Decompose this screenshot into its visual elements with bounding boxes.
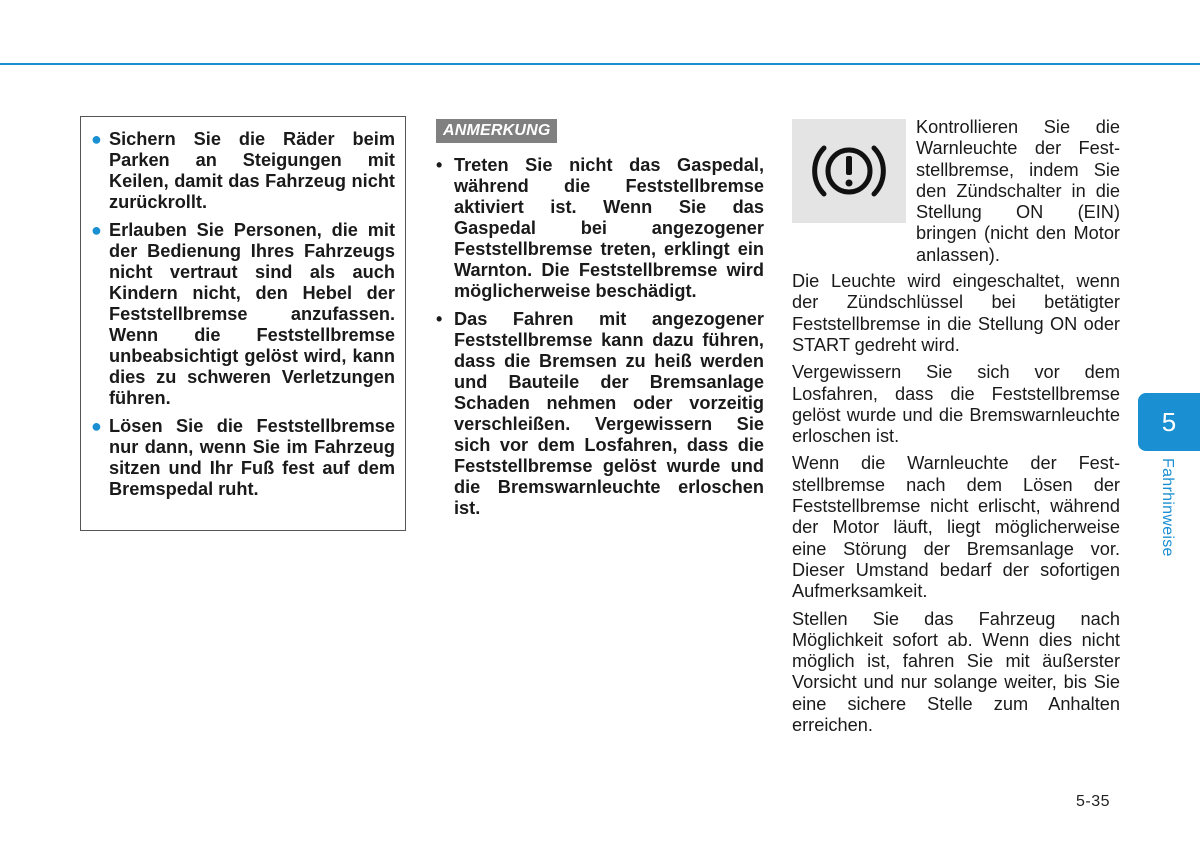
warning-list	[91, 129, 395, 500]
intro-paragraph: Kontrollieren Sie die Warnleuchte der Feststellbremse, indem Sie den Zündschalter in die Stellung ON (EIN) bringen (nicht den Motor anlassen).	[916, 117, 1120, 265]
warning-item	[91, 416, 395, 500]
bullet-icon: •	[436, 309, 443, 329]
body-paragraph: Wenn die Warnleuchte der Feststellbremse nach dem Lösen der Feststellbremse nicht erlischt, während der Motor läuft, liegt möglicherweise eine Störung der Bremsanlage vor. Dieser Umstand bedarf der sofortigen Aufmerksamkeit.	[792, 453, 1120, 602]
note-item-text: Treten Sie nicht das Gaspedal, während die Feststellbremse aktiviert ist. Wenn Sie das Gaspedal bei angezogener Feststellbremse treten, erklingt ein Warnton. Die Feststellbremse wird möglicherweise beschädigt.	[454, 155, 764, 301]
page-number: 5-35	[1076, 793, 1111, 810]
body-paragraph: Stellen Sie das Fahrzeug nach Möglichkeit sofort ab. Wenn dies nicht möglich ist, fahren Sie mit äußerster Vorsicht und nur solange weiter, bis Sie eine sichere Stelle zum Anhalten erreichen.	[792, 608, 1120, 736]
note-list	[436, 155, 764, 519]
note-item	[436, 309, 764, 519]
note-item	[436, 155, 764, 302]
warning-item	[91, 129, 395, 213]
bullet-icon: ●	[91, 220, 102, 240]
bullet-icon: ●	[91, 129, 102, 149]
bullet-icon: ●	[91, 416, 102, 436]
body-paragraph: Die Leuchte wird eingeschaltet, wenn der Zündschlüssel bei betätigter Feststellbremse in die Stellung ON oder START gedreht wird.	[792, 271, 1120, 355]
warning-item	[91, 220, 395, 409]
warning-item-text: Sichern Sie die Räder beim Parken an Steigungen mit Keilen, damit das Fahrzeug nicht zurückrollt.	[109, 129, 395, 212]
chapter-name: Fahrhinweise	[1159, 458, 1176, 557]
warning-item-text: Lösen Sie die Feststellbremse nur dann, wenn Sie im Fahrzeug sitzen und Ihr Fuß fest auf dem Bremspedal ruht.	[109, 416, 395, 499]
bullet-icon: •	[436, 155, 443, 175]
chapter-tab: 5	[1138, 393, 1200, 451]
note-section	[436, 119, 764, 526]
body-paragraph: Vergewissern Sie sich vor dem Losfahren, dass die Feststellbremse gelöst wurde und die Bremswarnleuchte erloschen ist.	[792, 362, 1120, 447]
note-label: ANMERKUNG	[436, 119, 557, 143]
header-rule	[0, 63, 1200, 65]
warning-item-text: Erlauben Sie Personen, die mit der Bedienung Ihres Fahrzeugs nicht vertraut sind als auch Kindern nicht, den Hebel der Feststellbremse anzufassen. Wenn die Feststellbremse unbeabsichtigt gelöst wird, kann dies zu schweren Verletzungen führen.	[109, 220, 395, 408]
brake-warning-icon	[792, 119, 906, 223]
body-column	[792, 117, 1120, 736]
warning-box	[80, 116, 406, 531]
note-item-text: Das Fahren mit angezogener Feststellbremse kann dazu führen, dass die Bremsen zu heiß werden und Bauteile der Bremsanlage Schaden nehmen oder vorzeitig verschleißen. Vergewissern Sie sich vor dem Losfahren, dass die Feststellbremse gelöst wurde und die Bremswarnleuchte erloschen ist.	[454, 309, 764, 518]
